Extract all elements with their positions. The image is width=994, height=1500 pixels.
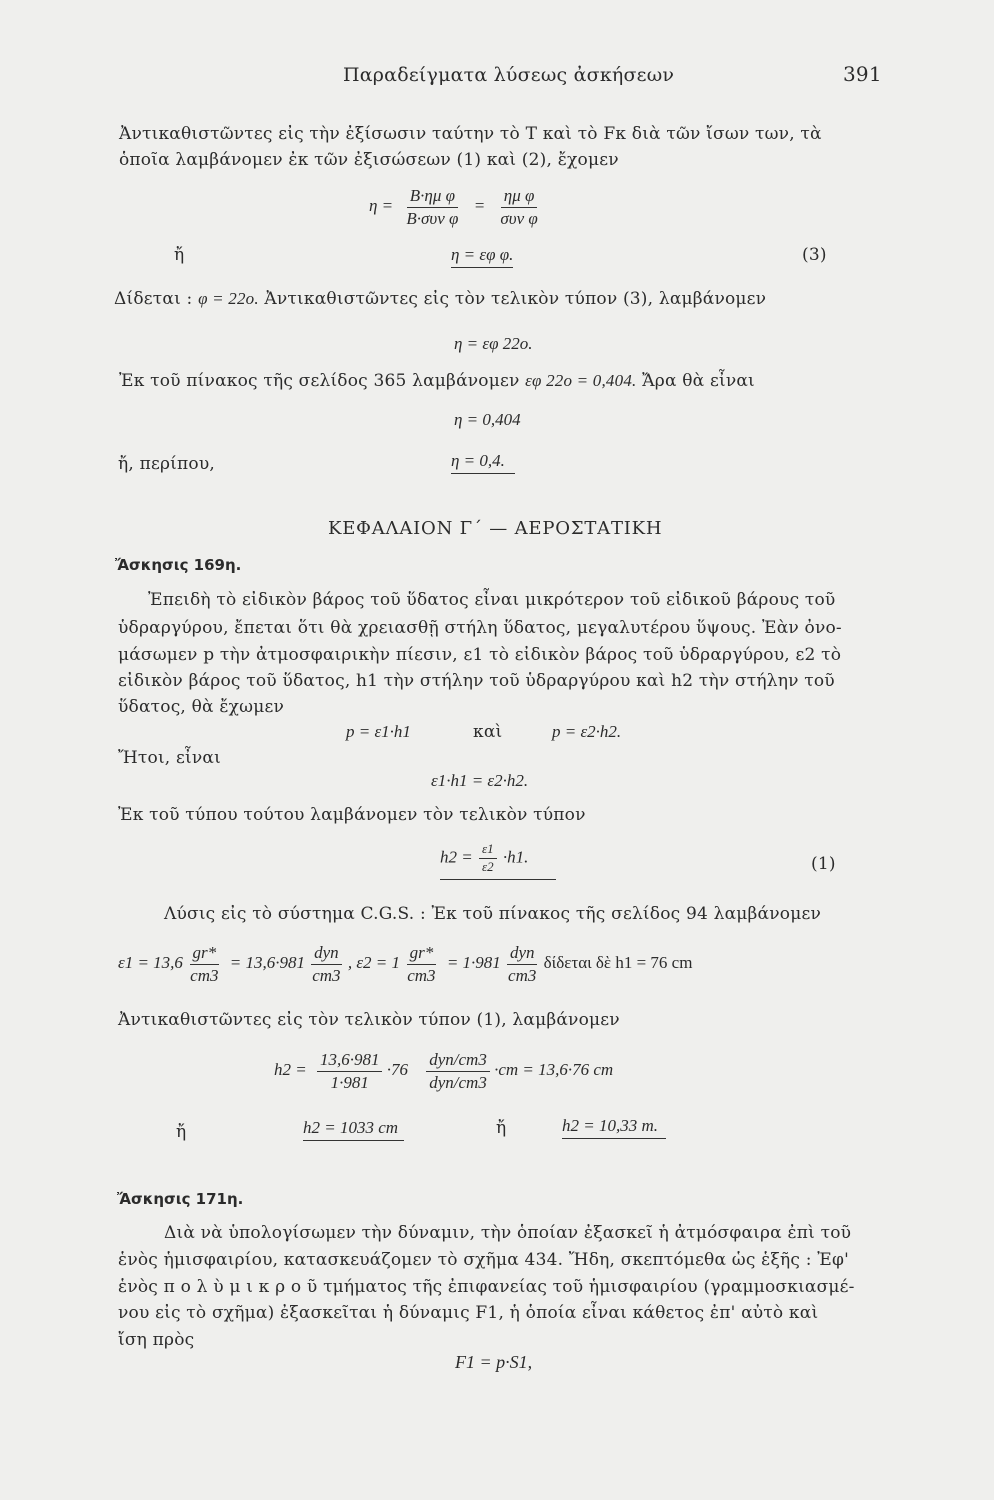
given-label: Δίδεται : <box>114 289 193 309</box>
or-word: ἤ <box>496 1118 507 1138</box>
unit-fraction <box>187 943 221 985</box>
calc-lhs: h2 = <box>274 1059 307 1079</box>
value-e1-dyn: = 13,6·981 <box>229 952 305 972</box>
calc-mid: ·76 <box>386 1059 408 1079</box>
equation-pressure-2: p = ε2·h2. <box>552 722 622 741</box>
page-number: 391 <box>843 62 882 86</box>
fraction-numerator: Β·ημ φ <box>407 186 458 208</box>
fraction-numerator: dyn <box>507 943 538 965</box>
text-line: μάσωμεν p τὴν ἀτμοσφαιρικὴν πίεσιν, ε1 τὸ εἰδικὸν βάρος τοῦ ὑδραργύρου, ε2 τὸ <box>118 645 842 665</box>
or-word: ἤ <box>174 245 185 265</box>
unit-fraction <box>505 943 539 985</box>
equation-3: η = εφ φ. <box>451 245 513 268</box>
fraction-denominator: dyn/cm3 <box>429 1072 487 1092</box>
text-line: ὁποῖα λαμβάνομεν ἐκ τῶν ἐξισώσεων (1) καὶ (2), ἔχομεν <box>119 150 619 170</box>
value-e2-dyn: = 1·981 <box>446 952 501 972</box>
text-line: Ἤτοι, εἶναι <box>118 748 221 768</box>
unit-fraction <box>309 943 343 985</box>
or-word: ἤ <box>176 1122 187 1142</box>
calculation <box>274 1050 613 1092</box>
fraction-numerator: gr* <box>407 943 437 965</box>
text-line: Λύσις εἰς τὸ σύστημα C.G.S. : Ἐκ τοῦ πίνακος τῆς σελίδος 94 λαμβάνομεν <box>164 904 821 924</box>
text-line: Ἐκ τοῦ τύπου τούτου λαμβάνομεν τὸν τελικὸν τύπον <box>118 805 586 825</box>
fraction-numerator: ε1 <box>479 842 497 859</box>
fraction-numerator: gr* <box>190 943 220 965</box>
text-line: Ἀντικαθιστῶντες εἰς τὸν τελικὸν τύπον (1), λαμβάνομεν <box>118 1010 620 1030</box>
equation-label: (1) <box>811 854 836 874</box>
text-line <box>114 289 766 309</box>
fraction-denominator: ε2 <box>481 858 494 874</box>
value-e2: , ε2 = 1 <box>347 952 400 972</box>
eq-lhs: η = <box>369 195 394 215</box>
equation-ratio <box>369 186 541 228</box>
text-line: εἰδικὸν βάρος τοῦ ὕδατος, h1 τὴν στήλην τοῦ ὑδραργύρου καὶ h2 τὴν στήλην τοῦ <box>118 671 835 691</box>
equation-5: η = 0,404 <box>454 410 521 429</box>
unit-fraction <box>404 943 438 985</box>
text-line: νου εἰς τὸ σχῆμα) ἐξασκεῖται ἡ δύναμις F1, ἡ ὁποία εἶναι κάθετος ἐπ' αὐτὸ καὶ <box>118 1303 819 1323</box>
equation-label: (3) <box>802 245 827 265</box>
table-line: Ἐκ τοῦ πίνακος τῆς σελίδος 365 λαμβάνομεν <box>119 371 520 391</box>
fraction <box>497 186 540 228</box>
result-m: h2 = 10,33 m. <box>562 1116 666 1139</box>
exercise-heading: Ἄσκησις 169η. <box>115 556 242 574</box>
text-line: ἑνὸς ἡμισφαιρίου, κατασκευάζομεν τὸ σχῆμα 434. Ἤδη, σκεπτόμεθα ὡς ἑξῆς : Ἐφ' <box>118 1250 849 1270</box>
values-line <box>118 943 692 985</box>
fraction-denominator: συν φ <box>500 208 538 228</box>
fraction-denominator: cm3 <box>407 965 436 985</box>
fraction-numerator: ημ φ <box>501 186 538 208</box>
calc-rhs: ·cm = 13,6·76 cm <box>494 1059 614 1079</box>
value-e1: ε1 = 13,6 <box>118 952 183 972</box>
fraction-denominator: cm3 <box>312 965 341 985</box>
text-line: ὑδραργύρου, ἔπεται ὅτι θὰ χρειασθῇ στήλη ὕδατος, μεγαλυτέρου ὕψους. Ἐὰν ὀνο- <box>118 618 842 638</box>
result-cm: h2 = 1033 cm <box>303 1118 404 1141</box>
running-header: Παραδείγματα λύσεως ἀσκήσεων <box>343 64 675 86</box>
text-line: Ἐπειδὴ τὸ εἰδικὸν βάρος τοῦ ὕδατος εἶναι μικρότερον τοῦ εἰδικοῦ βάρους τοῦ <box>148 590 836 610</box>
fraction-numerator: dyn <box>311 943 342 965</box>
text-line: Διὰ νὰ ὑπολογίσωμεν τὴν δύναμιν, τὴν ὁποίαν ἐξασκεῖ ἡ ἀτμόσφαιρα ἐπὶ τοῦ <box>164 1223 852 1243</box>
equation-pressure-1: p = ε1·h1 <box>346 722 411 741</box>
equation-equality: ε1·h1 = ε2·h2. <box>431 771 529 790</box>
fraction <box>317 1050 383 1092</box>
unit-fraction <box>426 1050 490 1092</box>
text-line <box>119 371 755 391</box>
equation-4: η = εφ 22ο. <box>454 334 533 353</box>
text-line: Ἀντικαθιστῶντες εἰς τὴν ἐξίσωσιν ταύτην τὸ Τ καὶ τὸ Fκ διὰ τῶν ἴσων των, τὰ <box>119 124 822 144</box>
text-line: ἑνὸς π ο λ ὺ μ ι κ ρ ο ῦ τμήματος τῆς ἐπιφανείας τοῦ ἡμισφαιρίου (γραμμοσκιασμέ- <box>118 1277 855 1297</box>
fraction-denominator: Β·συν φ <box>406 208 459 228</box>
final-formula <box>440 842 556 880</box>
text-line: ἴση πρὸς <box>118 1330 195 1350</box>
fraction-numerator: dyn/cm3 <box>426 1050 490 1072</box>
eq-mid: = <box>473 195 486 215</box>
table-tail: Ἄρα θὰ εἶναι <box>642 371 755 391</box>
fraction <box>403 186 461 228</box>
fraction-numerator: 13,6·981 <box>317 1050 383 1072</box>
given-rest: Ἀντικαθιστῶντες εἰς τὸν τελικὸν τύπον (3), λαμβάνομεν <box>264 289 767 309</box>
chapter-title: ΚΕΦΑΛΑΙΟΝ Γ΄ — ΑΕΡΟΣΤΑΤΙΚΗ <box>328 518 663 539</box>
and-word: καὶ <box>473 722 503 742</box>
value-h1: δίδεται δὲ h1 = 76 cm <box>543 952 693 972</box>
exercise-heading: Ἄσκησις 171η. <box>117 1190 244 1208</box>
fraction-denominator: 1·981 <box>330 1072 369 1092</box>
final-lhs: h2 = <box>440 847 473 867</box>
final-rhs: ·h1. <box>502 847 529 867</box>
approx-label: ἤ, περίπου, <box>118 454 215 474</box>
fraction-denominator: cm3 <box>508 965 537 985</box>
fraction <box>479 842 497 875</box>
table-equation: εφ 22ο = 0,404. <box>525 371 637 390</box>
given-equation: φ = 22ο. <box>198 289 259 308</box>
fraction-denominator: cm3 <box>190 965 219 985</box>
equation-force: F1 = p·S1, <box>455 1352 533 1372</box>
equation-6: η = 0,4. <box>451 451 515 474</box>
text-line: ὕδατος, θὰ ἔχωμεν <box>118 697 285 717</box>
